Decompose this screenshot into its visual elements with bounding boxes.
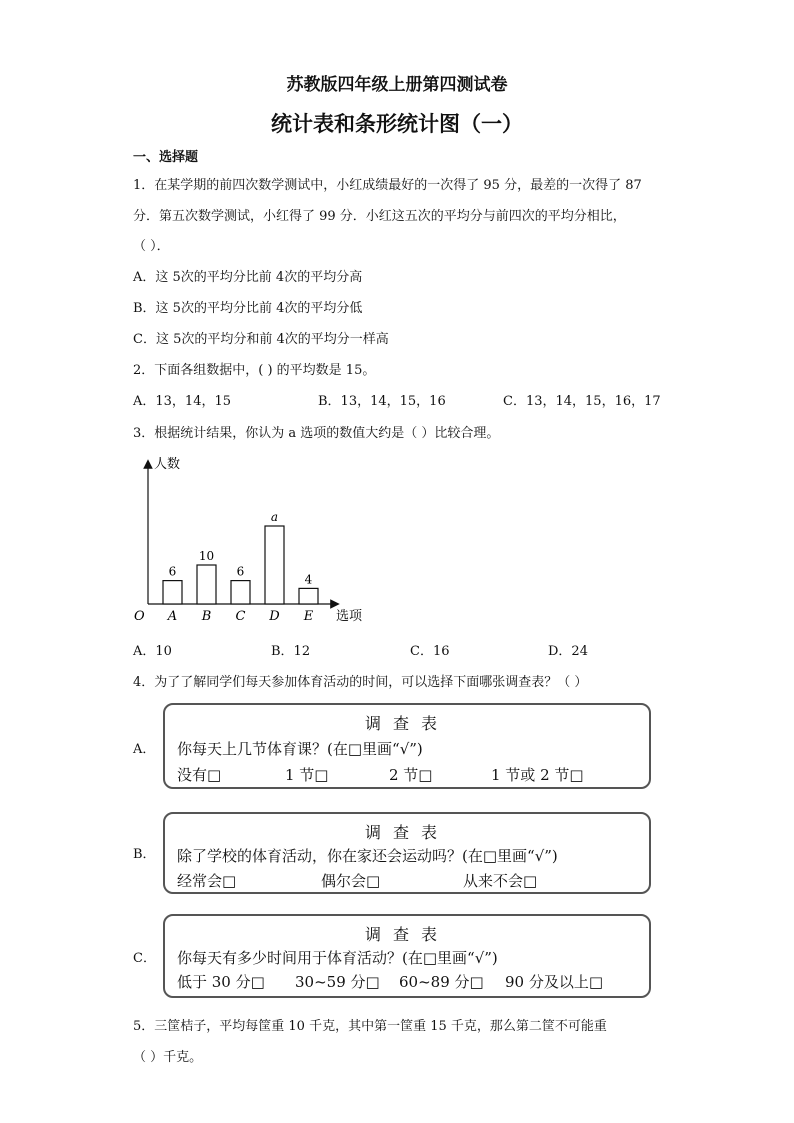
survey-a-option-4: 1 节或 2 节□	[491, 766, 584, 784]
q1-line1: 1．在某学期的前四次数学测试中，小红成绩最好的一次得了 95 分，最差的一次得了 87	[133, 178, 642, 193]
survey-a-question: 你每天上几节体育课？(在□里画“√”)	[177, 740, 423, 758]
x-tick-D: D	[269, 609, 280, 624]
survey-c-question: 你每天有多少时间用于体育活动？(在□里画“√”)	[177, 949, 498, 967]
survey-b-option-2: 偶尔会□	[321, 872, 381, 890]
x-tick-A: A	[167, 609, 178, 624]
origin-label: O	[134, 609, 145, 624]
survey-c-option-1: 低于 30 分□	[177, 973, 265, 991]
section-heading: 一、选择题	[133, 150, 199, 165]
survey-card-a	[163, 703, 651, 789]
survey-c-option-4: 90 分及以上□	[505, 973, 604, 991]
q2-stem: 2．下面各组数据中，( ) 的平均数是 15。	[133, 363, 376, 378]
q4-stem: 4．为了了解同学们每天参加体育活动的时间，可以选择下面哪张调查表？（ ）	[133, 675, 588, 690]
q4-option-a-letter: A．	[133, 742, 156, 757]
page-subtitle: 统计表和条形统计图（一）	[271, 111, 523, 136]
survey-a-title: 调查表	[364, 714, 449, 733]
bar-label-B: 10	[198, 549, 215, 563]
bar-label-C: 6	[236, 564, 245, 579]
bar-B	[197, 565, 216, 604]
bars-group	[163, 510, 318, 624]
q3-stem: 3．根据统计结果，你认为 a 选项的数值大约是（ ）比较合理。	[133, 426, 500, 441]
survey-a-option-2: 1 节□	[285, 766, 329, 784]
q4-option-b-letter: B．	[133, 847, 156, 862]
q1-option-b: B．这 5次的平均分比前 4次的平均分低	[133, 301, 363, 316]
q3-option-a: A．10	[133, 644, 172, 659]
q2-option-a: A．13，14，15	[133, 394, 232, 409]
bar-label-E: 4	[304, 572, 313, 587]
bar-A	[163, 581, 182, 604]
q1-line3: （ ）．	[133, 239, 170, 254]
survey-b-title: 调查表	[364, 823, 449, 842]
survey-c-title: 调查表	[364, 925, 449, 944]
survey-b-question: 除了学校的体育活动，你在家还会运动吗？(在□里画“√”)	[177, 847, 558, 865]
survey-card-c	[163, 914, 651, 998]
survey-b-option-3: 从来不会□	[463, 872, 538, 890]
bar-C	[231, 581, 250, 604]
x-tick-C: C	[235, 609, 246, 624]
q3-option-c: C．16	[410, 644, 450, 659]
x-axis-label: 选项	[336, 609, 363, 624]
bar-E	[299, 588, 318, 604]
q1-option-a: A．这 5次的平均分比前 4次的平均分高	[133, 270, 363, 285]
q5-line2: （ ）千克。	[133, 1050, 203, 1065]
survey-b-option-1: 经常会□	[177, 872, 237, 890]
bar-chart	[130, 450, 380, 630]
survey-card-b	[163, 812, 651, 894]
survey-c-option-2: 30~59 分□	[295, 973, 380, 991]
survey-a-option-1: 没有□	[177, 766, 222, 784]
q2-option-c: C．13，14，15，16，17	[503, 394, 661, 409]
survey-c-option-3: 60~89 分□	[399, 973, 484, 991]
q1-option-c: C．这 5次的平均分和前 4次的平均分一样高	[133, 332, 389, 347]
q1-line2: 分．第五次数学测试，小红得了 99 分．小红这五次的平均分与前四次的平均分相比，	[133, 209, 626, 224]
q4-option-c-letter: C．	[133, 951, 156, 966]
q2-option-b: B．13，14，15，16	[318, 394, 446, 409]
y-axis-label: 人数	[154, 457, 181, 472]
survey-a-option-3: 2 节□	[389, 766, 433, 784]
bar-D	[265, 526, 284, 604]
x-tick-E: E	[303, 609, 314, 624]
q3-option-d: D．24	[548, 644, 588, 659]
x-tick-B: B	[201, 609, 212, 624]
page-title: 苏教版四年级上册第四测试卷	[286, 75, 508, 95]
bar-label-A: 6	[168, 564, 177, 579]
bar-label-D: a	[270, 510, 279, 524]
q5-line1: 5．三筐桔子，平均每筐重 10 千克，其中第一筐重 15 千克，那么第二筐不可能重	[133, 1019, 607, 1034]
q3-option-b: B．12	[271, 644, 311, 659]
